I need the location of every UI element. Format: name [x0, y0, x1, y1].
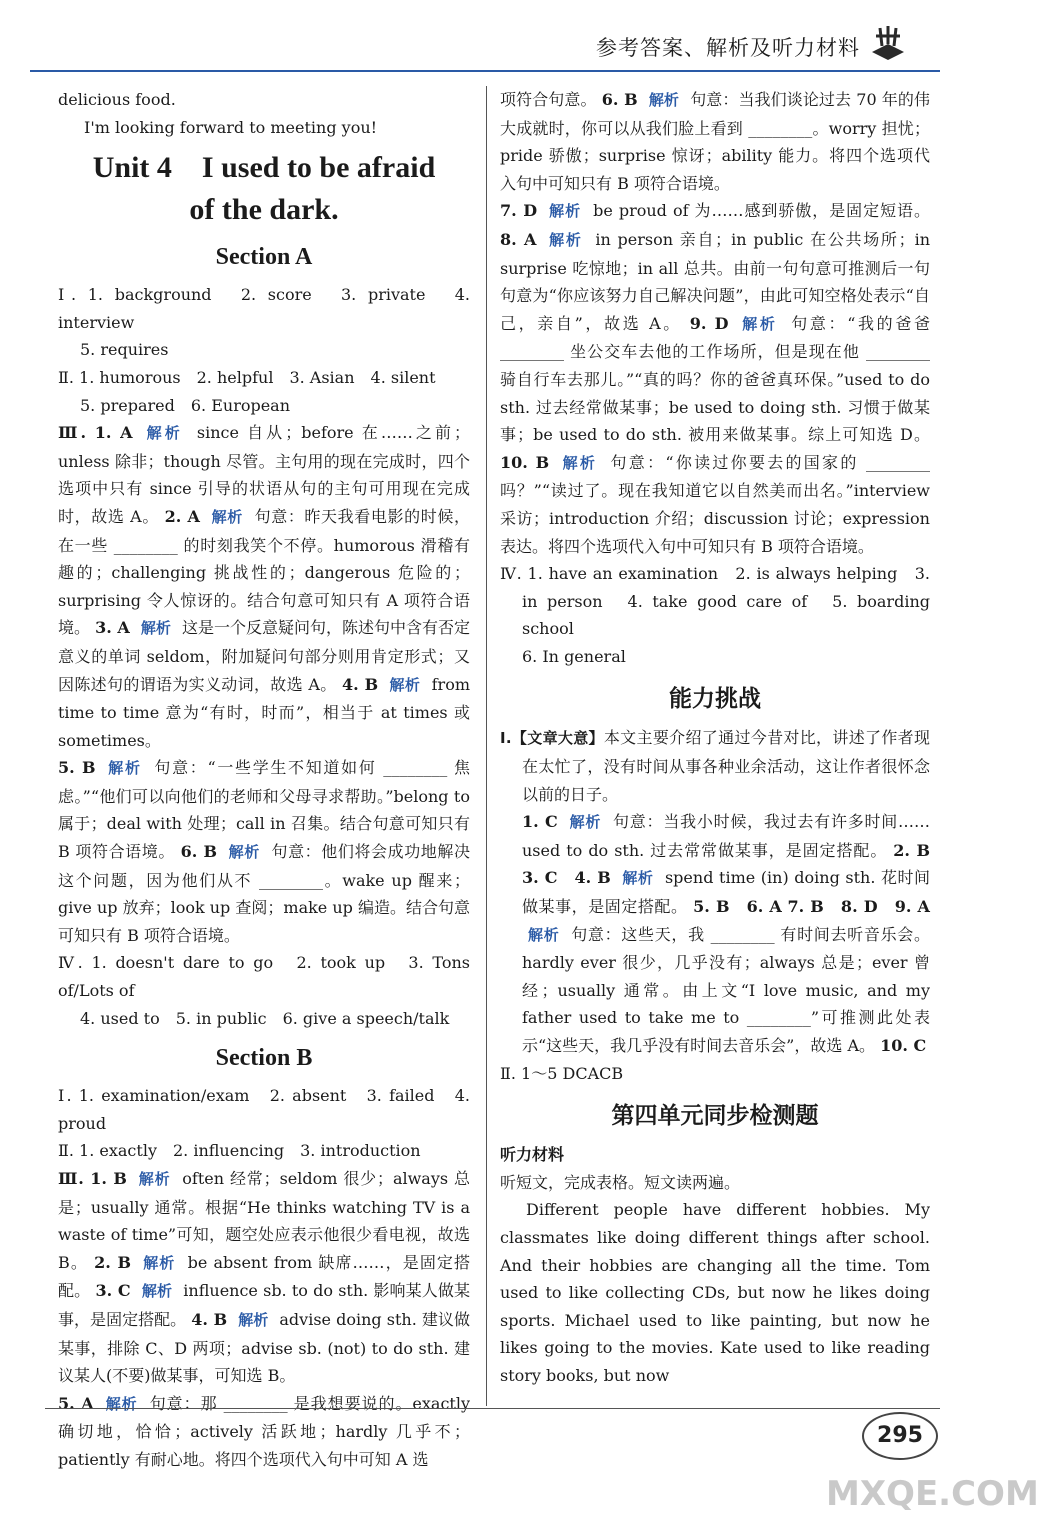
b3-3-number: 3. C	[95, 1281, 131, 1301]
analysis-label: 解析	[549, 202, 582, 221]
b3-1-number: Ⅲ. 1. B	[58, 1169, 127, 1188]
analysis-label: 解析	[108, 759, 142, 778]
c1-answers	[500, 808, 947, 1059]
listening-label: 听力材料	[500, 1145, 565, 1165]
b3-4-number: 4. B	[191, 1309, 228, 1329]
c2-line: Ⅱ. 1～5 DCACB	[500, 1063, 624, 1083]
c1-7-9-answers: 7. B 8. D 9. A	[787, 897, 930, 917]
analysis-label: 解析	[528, 925, 560, 944]
a3-6-text: 句意：他们将会成功地解决这个问题，因为他们从不 ________。wake up 醒来；give up 放弃；look up 查阅；make up 编造。结合句意可知只有 B 项符合语境。	[58, 842, 470, 945]
analysis-label: 解析	[562, 453, 598, 472]
a3-answers-cont	[58, 754, 470, 949]
page-number: 295	[862, 1412, 938, 1460]
analysis-label: 解析	[140, 619, 171, 638]
unit-title-line-2: of the dark.	[189, 193, 339, 227]
b3-8-text: in person 亲自；in public 在公共场所；in surprise 吃惊地；in all 总共。由前一句句意可推测后一句句意为“你应该努力自己解决问题”，由此可知空格处表示“自己，亲自”，故选 A。	[500, 229, 930, 333]
analysis-label: 解析	[211, 507, 243, 526]
b4-line-2: 6. In general	[522, 646, 626, 666]
a3-6-number: 6. B	[180, 842, 217, 862]
a4-line-2: 4. used to 5. in public 6. give a speech/talk	[80, 1008, 450, 1028]
b3-2-number: 2. B	[94, 1252, 132, 1272]
b2-line: Ⅱ. 1. exactly 2. influencing 3. introduction	[58, 1141, 421, 1161]
analysis-label: 解析	[105, 1394, 138, 1413]
header-rule	[30, 70, 940, 72]
c1-2-4-answers: 2. B 3. C 4. B	[522, 840, 947, 888]
section-b-title: Section B	[215, 1045, 313, 1072]
c1-5-6-answers: 5. B 6. A	[693, 897, 782, 917]
b3-5-text-end: 项符合句意。	[500, 90, 597, 109]
section-a-title: Section A	[215, 244, 313, 271]
unit-test-title: 第四单元同步检测题	[611, 1103, 819, 1130]
analysis-label: 解析	[138, 1170, 171, 1188]
b3-5-text: 句意：那 ________ 是我想要说的。exactly 确切地，恰恰；actively 活跃地；hardly 几乎不；patiently 有耐心地。将四个选项代入句中可知 A 选	[58, 1393, 470, 1469]
b3-7-number: 7. D	[500, 201, 538, 221]
listening-instruction: 听短文，完成表格。短文读两遍。	[500, 1172, 741, 1192]
analysis-label: 解析	[228, 843, 260, 862]
a3-2-text: 句意：昨天我看电影的时候，在一些 ________ 的时刻我笑个不停。humorous 滑稽有趣的；challenging 挑战性的；dangerous 危险的；surprising 令人惊讶的。结合句意可知只有 A 项符合语境。	[58, 506, 470, 638]
analysis-label: 解析	[143, 1253, 176, 1272]
a3-3-number: 3. A	[95, 618, 130, 638]
c1-10-answer: 10. C	[880, 1036, 927, 1055]
c1-summary-label: Ⅰ.【文章大意】	[500, 729, 604, 748]
c1-9-text: 句意：这些天，我 ________ 有时间去听音乐会。hardly ever 很少，几乎没有；always 总是；ever 曾经；usually 通常。由上文“I love music, and my father used to take me to ________”可推测此处表示“这些天，我几乎没有时间去音乐会”，故选 A。	[522, 924, 930, 1055]
analysis-label: 解析	[146, 424, 183, 443]
header-title: 参考答案、解析及听力材料	[596, 36, 860, 60]
right-column	[500, 86, 947, 1390]
a3-2-number: 2. A	[164, 506, 200, 526]
ability-challenge-title: 能力挑战	[669, 686, 761, 713]
b3-5-number: 5. A	[58, 1393, 94, 1413]
b3-answers	[58, 1165, 470, 1390]
left-column	[58, 86, 470, 1474]
a3-3-text: 这是一个反意疑问句，陈述句中含有否定意义的单词 seldom，附加疑问句部分则用肯定形式；又因陈述句的谓语为实义动词，故选 A。	[58, 618, 471, 694]
c1-summary	[500, 724, 930, 808]
a4-line-1: Ⅳ. 1. doesn't dare to go 2. took up 3. Tons of/Lots of	[58, 953, 470, 1001]
a2-line-1: Ⅱ. 1. humorous 2. helpful 3. Asian 4. silent	[58, 367, 436, 387]
analysis-label: 解析	[569, 813, 602, 832]
b3-answers-right	[500, 197, 930, 560]
a1-line-2: 5. requires	[80, 340, 169, 360]
unit-title	[58, 147, 470, 231]
analysis-label: 解析	[141, 1282, 173, 1301]
b3-1-text: often 经常；seldom 很少；always 总是；usually 通常。根据“He thinks watching TV is a waste of time”可知，题空处应表示他很少看电视，故选 B。	[58, 1169, 470, 1272]
page-header	[0, 0, 1000, 80]
b3-2-text: be absent from 缺席……，是固定搭配。	[58, 1252, 471, 1301]
a3-answers	[58, 419, 470, 754]
a2-line-2: 5. prepared 6. European	[80, 395, 291, 415]
analysis-label: 解析	[648, 91, 679, 109]
a3-4-number: 4. B	[341, 674, 379, 694]
b3-6-number: 6. B	[601, 90, 638, 109]
a3-4-text: from time to time 意为“有时，时而”，相当于 at times 或 sometimes。	[58, 674, 470, 750]
intro-line-2: I'm looking forward to meeting you!	[84, 117, 378, 137]
a3-5-text: 句意：“一些学生不知道如何 ________ 焦虑。”“他们可以向他们的老师和父母寻求帮助。”belong to 属于；deal with 处理；call in 召集。结合句意可知只有 B 项符合语境。	[58, 758, 471, 862]
b3-10-text: 句意：“你读过你要去的国家的 ________ 吗？”“读过了。现在我知道它以自然美而出名。”interview 采访；introduction 介绍；discussion 讨论；expression 表达。将四个选项代入句中可知只有 B 项符合语境。	[500, 452, 930, 556]
b3-9-text: 句意：“我的爸爸 ________ 坐公交车去他的工作场所，但是现在他 ________ 骑自行车去那儿。”“真的吗？你的爸爸真环保。”used to do sth. 过去经常做某事；be used to doing sth. 习惯于做某事；be used to do sth. 被用来做某事。综上可知选 D。	[500, 313, 930, 445]
b1-line: Ⅰ. 1. examination/exam 2. absent 3. failed 4. proud	[58, 1086, 470, 1133]
a1-line-1: Ⅰ. 1. background 2. score 3. private 4. interview	[58, 285, 470, 332]
column-divider	[486, 86, 487, 1406]
c1-summary-text: 本文主要介绍了通过今昔对比，讲述了作者现在太忙了，没有时间从事各种业余活动，这让作者很怀念以前的日子。	[522, 728, 930, 804]
intro-line-1: delicious food.	[58, 90, 176, 109]
c1-1-number: 1. C	[522, 812, 558, 832]
b3-7-text: be proud of 为……感到骄傲，是固定短语。	[593, 201, 930, 221]
footer-rule	[45, 1408, 940, 1409]
b3-4-text: advise doing sth. 建议做某事，排除 C、D 两项；advise sb. (not) to do sth. 建议某人(不要)做某事，可知选 B。	[58, 1309, 470, 1386]
a3-1-text: since 自从；before 在……之前；unless 除非；though 尽管。主句用的现在完成时，四个选项中只有 since 引导的状语从句的主句可用现在完成时，故选 A。	[58, 423, 470, 526]
b3-6-text: 句意：当我们谈论过去 70 年的伟大成就时，你可以从我们脸上看到 ________。worry 担忧；pride 骄傲；surprise 惊讶；ability 能力。将四个选项代入句中可知只有 B 项符合语境。	[500, 90, 930, 193]
watermark: MXQE.COM	[826, 1474, 1039, 1514]
analysis-label: 解析	[389, 675, 421, 694]
b3-9-number: 9. D	[689, 313, 729, 333]
b3-8-number: 8. A	[500, 229, 537, 249]
b3-10-number: 10. B	[500, 452, 550, 472]
listening-text: Different people have different hobbies. My classmates like doing different things after school. And their hobbies are changing all the time. Tom used to like collecting CDs, but now he likes doing sports. Michael used to like painting, but now he likes going to the movies. Kate used to like reading story books, but now	[500, 1200, 930, 1385]
unit-title-line-1: Unit 4 I used to be afraid	[92, 151, 436, 185]
c1-4-text: spend time (in) doing sth. 花时间做某事，是固定搭配。	[522, 868, 930, 917]
b3-3-text: influence sb. to do sth. 影响某人做某事，是固定搭配。	[58, 1281, 471, 1329]
b4-line-1: Ⅳ. 1. have an examination 2. is always helping 3. in person 4. take good care of 5. boarding school	[500, 564, 930, 639]
analysis-label: 解析	[622, 869, 654, 888]
analysis-label: 解析	[549, 230, 583, 249]
b3-answers-cont	[58, 1390, 470, 1474]
book-logo-icon	[868, 22, 908, 62]
a3-1-number: Ⅲ. 1. A	[58, 423, 133, 443]
a3-5-number: 5. B	[58, 758, 96, 778]
analysis-label: 解析	[238, 1310, 269, 1329]
b3-continued	[500, 86, 930, 197]
c1-1-text: 句意：当我小时候，我过去有许多时间…… used to do sth. 过去常常做某事，是固定搭配。	[522, 812, 930, 860]
analysis-label: 解析	[742, 314, 778, 333]
